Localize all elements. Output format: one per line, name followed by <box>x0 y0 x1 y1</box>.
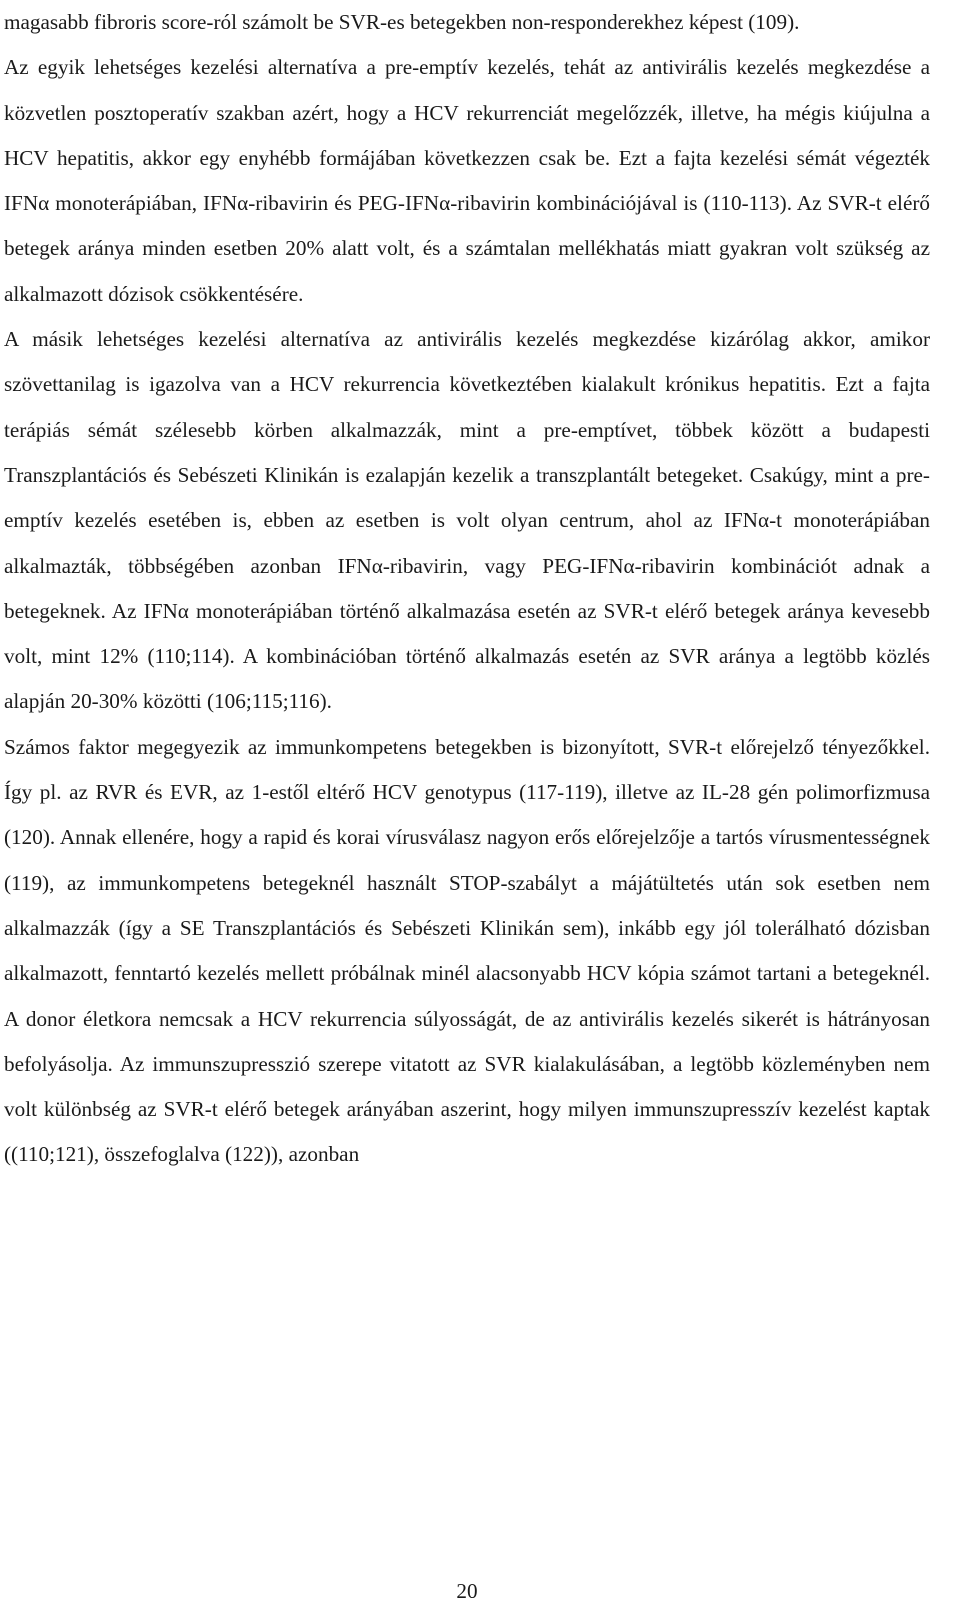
paragraph-factors: Számos faktor megegyezik az immunkompetens betegekben is bizonyított, SVR-t előrejelző tényezőkkel. Így pl. az RVR és EVR, az 1-estől eltérő HCV genotypus (117-119), illetve az IL-28 gén polimorfizmusa (120). Annak ellenére, hogy a rapid és korai vírusválasz nagyon erős előrejelzője a tartós vírusmentességnek (119), az immunkompetens betegeknél használt STOP-szabályt a májátültetés után sok esetben nem alkalmazzák (így a SE Transzplantációs és Sebészeti Klinikán sem), inkább egy jól tolerálható dózisban alkalmazott, fenntartó kezelés mellett próbálnak minél alacsonyabb HCV kópia számot tartani a betegeknél. A donor életkora nemcsak a HCV rekurrencia súlyosságát, de az antivirális kezelés sikerét is hátrányosan befolyásolja. Az immunszupresszió szerepe vitatott az SVR kialakulásában, a legtöbb közleményben nem volt különbség az SVR-t elérő betegek arányában aszerint, hogy milyen immunszupresszív kezelést kaptak ((110;121), összefoglalva (122)), azonban <box>4 734 930 1167</box>
paragraph-continuation: magasabb fibroris score-ról számolt be SVR-es betegekben non-responderekhez képest (109). <box>4 10 800 34</box>
page-number: 20 <box>456 1579 478 1603</box>
body-text <box>4 0 930 1178</box>
paragraph-alternative: A másik lehetséges kezelési alternatíva az antivirális kezelés megkezdése kizárólag akkor, amikor szövettanilag is igazolva van a HCV rekurrencia következtében kialakult krónikus hepatitis. Ezt a fajta terápiás sémát szélesebb körben alkalmazzák, mint a pre-emptívet, többek között a budapesti Transzplantációs és Sebészeti Klinikán is ezalapján kezelik a transzplantált betegeket. Csakúgy, mint a pre-emptív kezelés esetében is, ebben az esetben is volt olyan centrum, ahol az IFNα-t monoterápiában alkalmazták, többségében azonban IFNα-ribavirin, vagy PEG-IFNα-ribavirin kombinációt adnak a betegeknek. Az IFNα monoterápiában történő alkalmazása esetén az SVR-t elérő betegek aránya kevesebb volt, mint 12% (110;114). A kombinációban történő alkalmazás esetén az SVR aránya a legtöbb közlés alapján 20-30% közötti (106;115;116). <box>4 327 930 714</box>
paragraph-preemptive: Az egyik lehetséges kezelési alternatíva a pre-emptív kezelés, tehát az antivirális kezelés megkezdése a közvetlen posztoperatív szakban azért, hogy a HCV rekurrenciát megelőzzék, illetve, ha mégis kiújulna a HCV hepatitis, akkor egy enyhébb formájában következzen csak be. Ezt a fajta kezelési sémát végezték IFNα monoterápiában, IFNα-ribavirin és PEG-IFNα-ribavirin kombinációjával is (110-113). Az SVR-t elérő betegek aránya minden esetben 20% alatt volt, és a számtalan mellékhatás miatt gyakran volt szükség az alkalmazott dózisok csökkentésére. <box>4 55 930 306</box>
